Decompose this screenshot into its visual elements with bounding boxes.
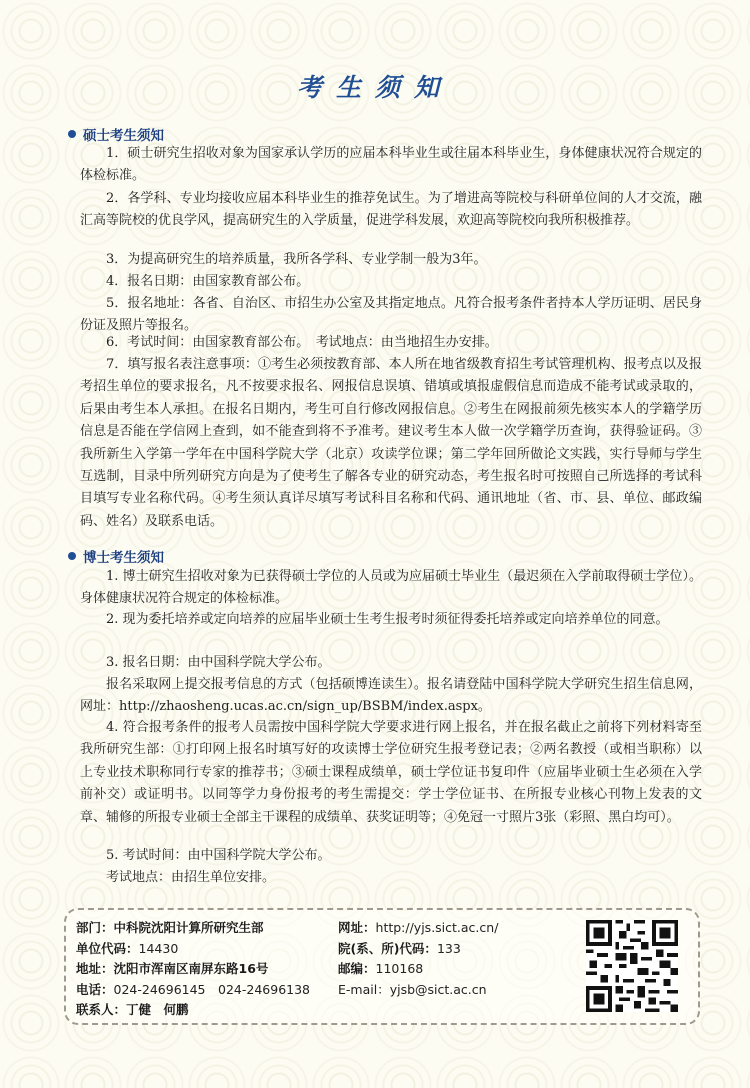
master-item-2: 2．各学科、专业均接收应届本科毕业生的推荐免试生。为了增进高等院校与科研单位间的人才交流，融汇高等院校的优良学风，提高研究生的入学质量，促进学科发展，欢迎高等院校向我所积极推荐。 — [80, 191, 702, 229]
phone-label: 电话： — [76, 981, 114, 997]
phone-value: 024-24696145 024-24696138 — [113, 981, 311, 997]
zip-value: 110168 — [375, 961, 424, 976]
dept-code-value: 133 — [436, 940, 461, 956]
email-label: E-mail： — [338, 981, 390, 997]
bullet-dot-icon — [68, 130, 76, 138]
unit-code-label: 单位代码： — [76, 940, 139, 956]
master-item-4: 4．报名日期：由国家教育部公布。 — [106, 274, 310, 289]
doctor-heading-text: 博士考生须知 — [83, 550, 164, 566]
dept-label: 部门： — [76, 920, 114, 935]
master-section-heading — [68, 124, 164, 144]
website-link[interactable]: http://yjs.sict.ac.cn/ — [375, 920, 499, 935]
contact-person-value: 丁健 何鹏 — [126, 1002, 189, 1017]
dept-code-label: 院(系、所)代码： — [338, 940, 437, 956]
contact-person-label: 联系人： — [76, 1002, 127, 1017]
dept-row — [76, 918, 310, 939]
master-heading-text: 硕士考生须知 — [83, 128, 164, 144]
doctor-item-4: 4. 符合报考条件的报考人员需按中国科学院大学要求进行网上报名，并在报名截止之前将下列材料寄至我所研究生部：①打印网上报名时填写好的攻读博士学位研究生报考登记表；②两名教授（或相当职称）以上专业技术职称同行专家的推荐书；③硕士课程成绩单，硕士学位证书复印件（应届毕业硕士生必须在入学前补交）或证明书。以同等学力身份报考的考生需提交：学士学位证书、在所报专业核心刊物上发表的文章、辅修的所报专业硕士全部主干课程的成绩单、获奖证明等；④免冠一寸照片3张（彩照、黑白均可）。 — [80, 720, 702, 825]
email-link[interactable]: yjsb@sict.ac.cn — [389, 981, 487, 997]
master-item-1: 1．硕士研究生招收对象为国家承认学历的应届本科毕业生或往届本科毕业生，身体健康状况符合规定的体检标准。 — [80, 146, 702, 184]
doctor-item-1: 1. 博士研究生招收对象为已获得硕士学位的人员或为应届硕士毕业生（最迟须在入学前取得硕士学位）。身体健康状况符合规定的体检标准。 — [80, 569, 702, 607]
bullet-dot-icon — [68, 552, 76, 560]
doctor-item-2: 2. 现为委托培养或定向培养的应届毕业硕士生考生报考时须征得委托培养或定向培养单位的同意。 — [106, 612, 669, 627]
doctor-item-3-note: 报名采取网上提交报考信息的方式（包括硕博连读生）。报名请登陆中国科学院大学研究生招生信息网，网址：http://zhaosheng.ucas.ac.cn/sign_up/BSBM/index.aspx。 — [80, 677, 702, 715]
contact-info-box — [64, 908, 700, 1025]
address-label: 地址： — [76, 961, 114, 976]
zip-label: 邮编： — [338, 961, 376, 976]
contact-person-row — [76, 1000, 310, 1021]
page-title: 考生须知 — [296, 73, 453, 102]
email-row — [338, 980, 498, 1001]
qr-code-icon — [586, 920, 678, 1012]
master-item-3: 3．为提高研究生的培养质量，我所各学科、专业学制一般为3年。 — [106, 252, 487, 267]
address-value: 沈阳市浑南区南屏东路16号 — [113, 961, 269, 976]
phone-row — [76, 980, 310, 1001]
doctor-item-5-note: 考试地点：由招生单位安排。 — [106, 870, 276, 885]
unit-code-row — [76, 939, 310, 960]
unit-code-value: 14430 — [138, 940, 179, 956]
contact-right-column — [338, 918, 498, 1000]
master-item-6: 6．考试时间：由国家教育部公布。 考试地点：由当地招生办安排。 — [106, 335, 498, 350]
zip-row — [338, 959, 498, 980]
dept-code-row — [338, 939, 498, 960]
doctor-section-heading — [68, 546, 164, 566]
master-item-7: 7．填写报名表注意事项：①考生必须按教育部、本人所在地省级教育招生考试管理机构、报考点以及报考招生单位的要求报名，凡不按要求报名、网报信息误填、错填或填报虚假信息而造成不能考试或录取的，后果由考生本人承担。在报名日期内，考生可自行修改网报信息。②考生在网报前须先核实本人的学籍学历信息是否能在学信网上查到，如不能查到将不予准考。建议考生本人做一次学籍学历查询，获得验证码。③我所新生入学第一学年在中国科学院大学（北京）攻读学位课；第二学年回所做论文实践，实行导师与学生互选制，目录中所列研究方向是为了使考生了解各专业的研究动态，考生报名时可按照自己所选择的考试科目填写专业名称代码。④考生须认真详尽填写考试科目名称和代码、通讯地址（省、市、县、单位、邮政编码、姓名）及联系电话。 — [80, 357, 702, 529]
website-label: 网址： — [338, 920, 376, 935]
doctor-item-3: 3. 报名日期：由中国科学院大学公布。 — [106, 655, 331, 670]
dept-value: 中科院沈阳计算所研究生部 — [113, 920, 264, 935]
website-row — [338, 918, 498, 939]
master-item-5: 5．报名地址：各省、自治区、市招生办公室及其指定地点。凡符合报考条件者持本人学历证明、居民身份证及照片等报名。 — [80, 296, 702, 334]
contact-left-column — [76, 918, 310, 1021]
address-row — [76, 959, 310, 980]
doctor-item-5: 5. 考试时间：由中国科学院大学公布。 — [106, 848, 331, 863]
